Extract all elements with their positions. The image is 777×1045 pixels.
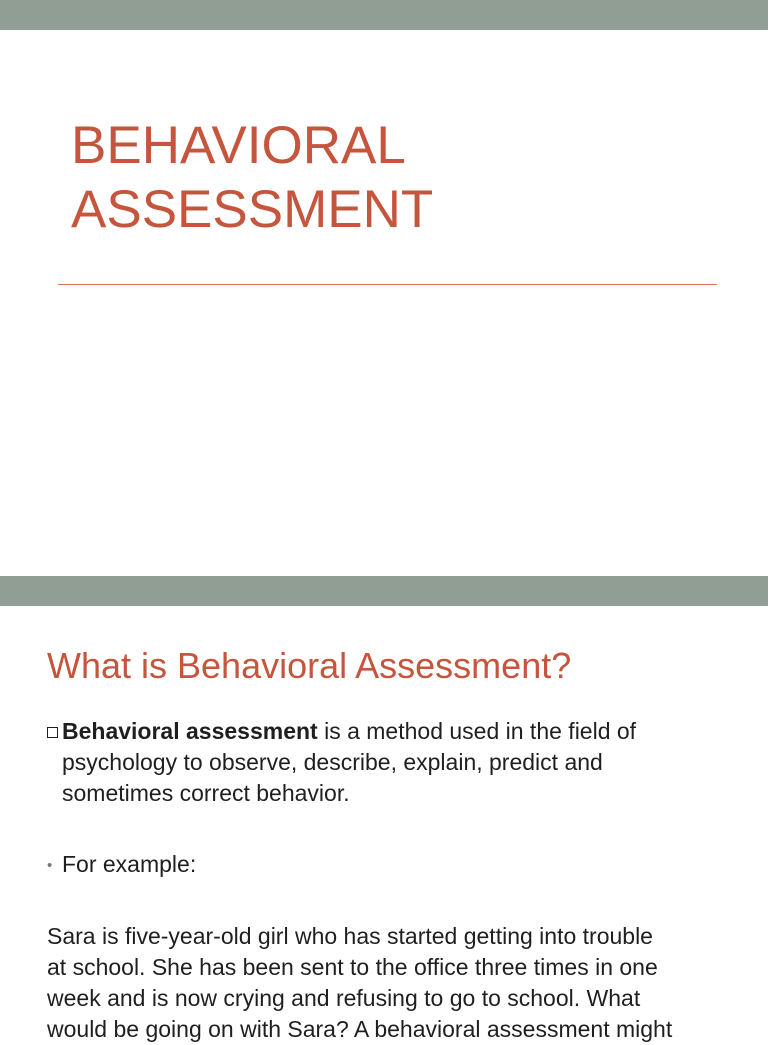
title-underline-divider [58, 284, 717, 285]
paragraph-line-4: would be going on with Sara? A behavioral assessment might [47, 1016, 673, 1042]
bullet-line-3: sometimes correct behavior. [62, 780, 350, 806]
bullet-line-2: psychology to observe, describe, explain, predict and [62, 749, 603, 775]
slide-1-title-line-2: ASSESSMENT [71, 180, 434, 239]
example-paragraph [47, 921, 777, 1045]
bullet-for-example [47, 849, 196, 881]
paragraph-line-3: week and is now crying and refusing to go to school. What [47, 985, 641, 1011]
paragraph-line-1: Sara is five-year-old girl who has started getting into trouble [47, 923, 653, 949]
round-bullet-icon: • [47, 857, 53, 874]
slide-1-title-line-1: BEHAVIORAL [71, 116, 406, 175]
paragraph-line-2: at school. She has been sent to the office three times in one [47, 954, 658, 980]
square-bullet-icon [47, 727, 58, 738]
slide-1-title [71, 114, 433, 242]
slide-2-title: What is Behavioral Assessment? [47, 645, 572, 686]
bullet-behavioral-assessment [47, 716, 727, 809]
slide-2[interactable] [0, 606, 768, 1042]
bullet-line-1-rest: is a method used in the field of [317, 718, 637, 744]
slide-separator-middle [0, 576, 768, 606]
bold-term: Behavioral assessment [62, 718, 318, 744]
bullet-line-1 [47, 716, 727, 747]
slide-1[interactable] [0, 30, 768, 576]
for-example-label: For example: [62, 851, 197, 877]
slide-separator-top [0, 0, 768, 30]
